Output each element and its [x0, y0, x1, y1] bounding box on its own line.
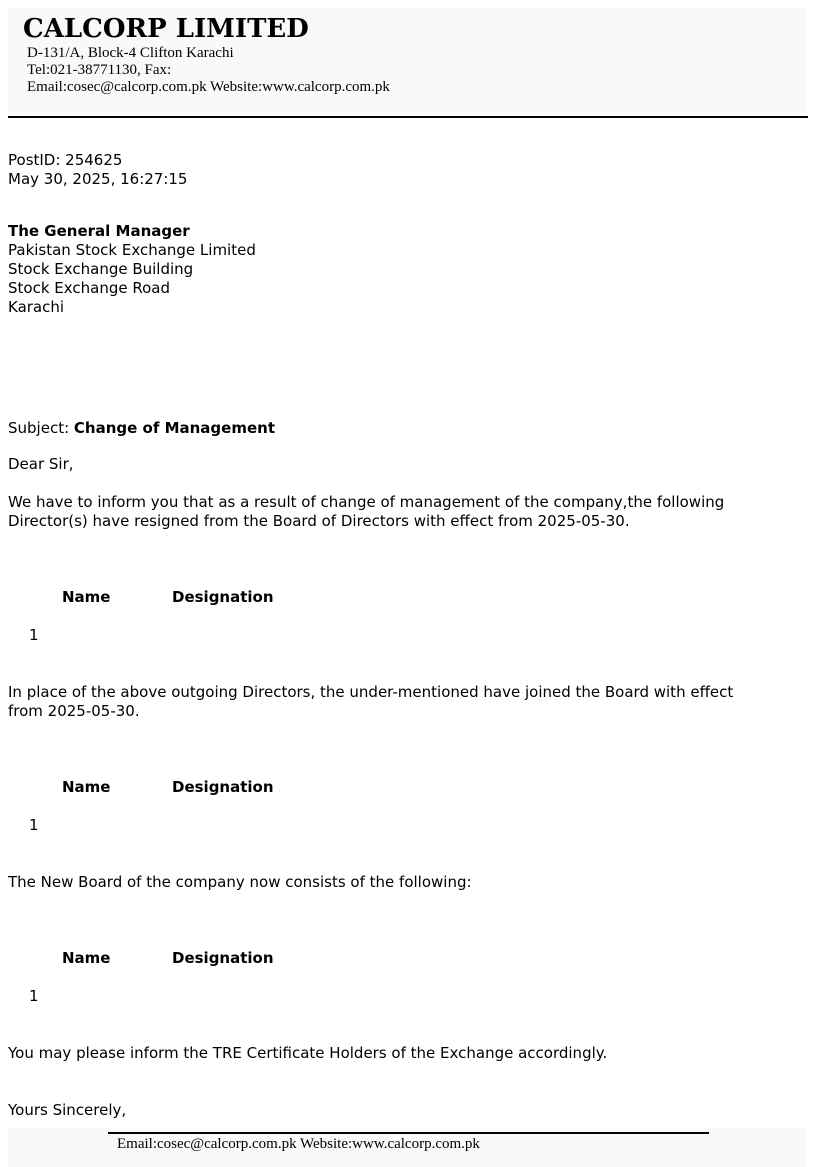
- post-datetime: May 30, 2025, 16:27:15: [8, 170, 188, 188]
- table-header-name: Name: [62, 778, 111, 796]
- company-address: D-131/A, Block-4 Clifton Karachi: [27, 45, 234, 61]
- table-row-index: 1: [29, 987, 39, 1005]
- table-header-designation: Designation: [172, 949, 274, 967]
- footer-divider: [108, 1132, 709, 1134]
- para3: The New Board of the company now consists of the following:: [8, 873, 472, 891]
- post-id: PostID: 254625: [8, 151, 123, 169]
- recipient-line: Stock Exchange Building: [8, 260, 194, 278]
- subject-line: [8, 419, 275, 438]
- table-row-index: 1: [29, 626, 39, 644]
- table-header-designation: Designation: [172, 778, 274, 796]
- para2-line: from 2025-05-30.: [8, 702, 140, 720]
- para2-line: In place of the above outgoing Directors, the under-mentioned have joined the Board with effect: [8, 683, 734, 701]
- company-phone: Tel:021-38771130, Fax:: [27, 62, 172, 78]
- subject-prefix: Subject:: [8, 419, 74, 437]
- footer: [8, 1128, 807, 1167]
- recipient-line: Stock Exchange Road: [8, 279, 170, 297]
- para1-line: Director(s) have resigned from the Board of Directors with effect from 2025-05-30.: [8, 512, 630, 530]
- table-header-name: Name: [62, 949, 111, 967]
- table-row-index: 1: [29, 816, 39, 834]
- salutation: Dear Sir,: [8, 455, 74, 473]
- sign-off: Yours Sincerely,: [8, 1101, 127, 1119]
- company-name: CALCORP LIMITED: [23, 14, 309, 44]
- letterhead: [8, 8, 807, 114]
- company-contact: Email:cosec@calcorp.com.pk Website:www.calcorp.com.pk: [27, 79, 390, 95]
- recipient-line: Pakistan Stock Exchange Limited: [8, 241, 256, 259]
- para1-line: We have to inform you that as a result of change of management of the company,the following: [8, 493, 725, 511]
- closing-note: You may please inform the TRE Certificate Holders of the Exchange accordingly.: [8, 1044, 608, 1062]
- table-header-name: Name: [62, 588, 111, 606]
- recipient-line: Karachi: [8, 298, 65, 316]
- footer-contact: Email:cosec@calcorp.com.pk Website:www.calcorp.com.pk: [117, 1136, 480, 1152]
- table-header-designation: Designation: [172, 588, 274, 606]
- subject-text: Change of Management: [73, 419, 275, 437]
- recipient-title: The General Manager: [8, 222, 190, 240]
- header-divider: [8, 116, 808, 118]
